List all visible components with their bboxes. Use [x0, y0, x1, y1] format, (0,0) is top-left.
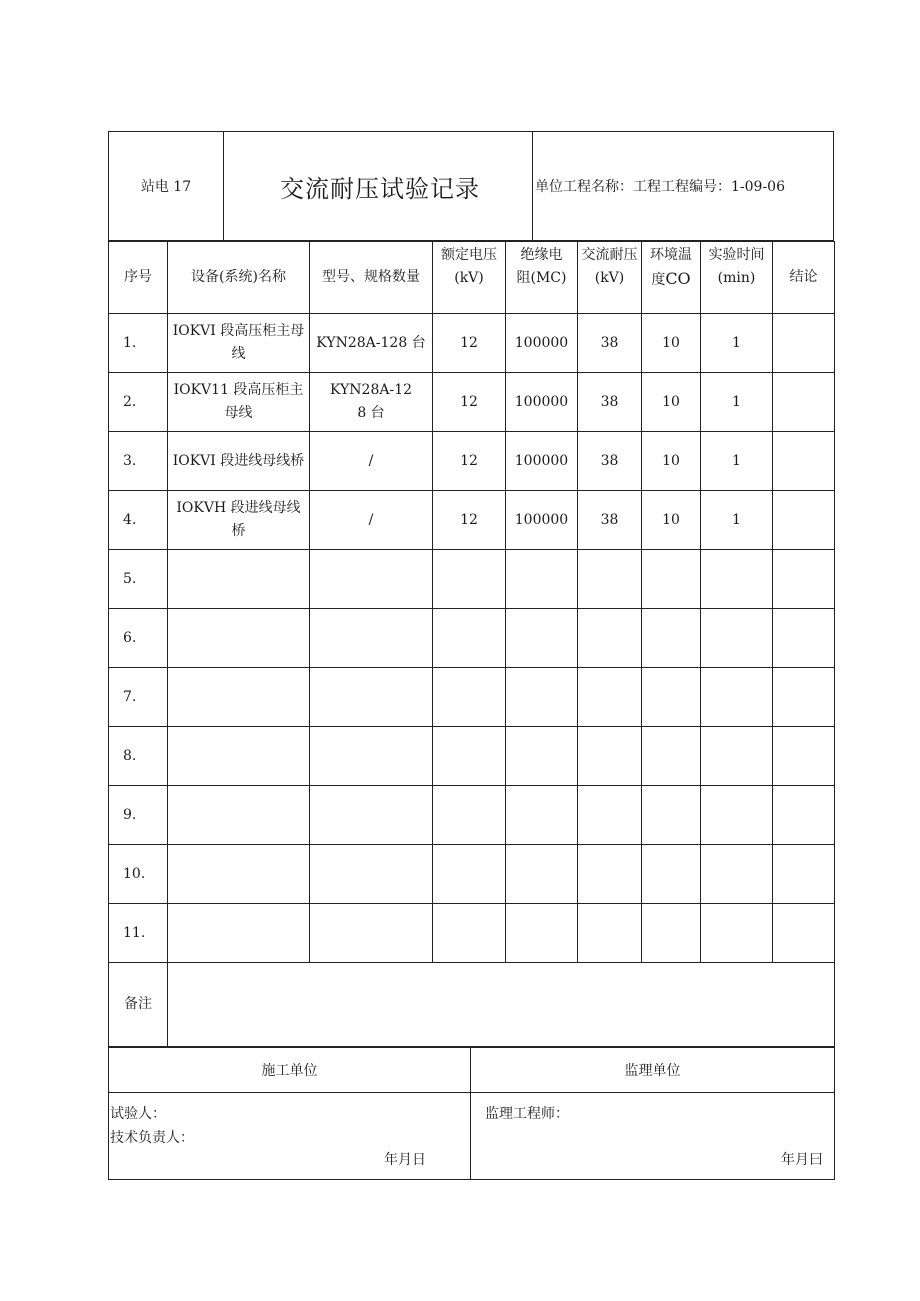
- withstand-cell[interactable]: [578, 609, 642, 668]
- conclusion-cell[interactable]: [773, 786, 835, 845]
- contractor-label: 施工单位: [109, 1048, 471, 1093]
- withstand-cell[interactable]: [578, 668, 642, 727]
- insulation-cell[interactable]: 100000: [506, 491, 578, 550]
- supervisor-date: 年月曰: [781, 1152, 823, 1168]
- supervisor-label: 监理单位: [471, 1048, 835, 1093]
- time-cell[interactable]: 1: [701, 373, 773, 432]
- row-number: 7.: [109, 668, 168, 727]
- rated-voltage-cell[interactable]: [433, 727, 506, 786]
- rated-voltage-cell[interactable]: [433, 609, 506, 668]
- model-spec-cell[interactable]: [310, 904, 433, 963]
- table-row: [109, 432, 835, 491]
- conclusion-cell[interactable]: [773, 314, 835, 373]
- conclusion-cell[interactable]: [773, 609, 835, 668]
- rated-voltage-cell[interactable]: 12: [433, 314, 506, 373]
- table-row: [109, 609, 835, 668]
- model-spec-cell[interactable]: /: [310, 432, 433, 491]
- row-number: 11.: [109, 904, 168, 963]
- temp-cell[interactable]: 10: [642, 432, 701, 491]
- table-row: [109, 373, 835, 432]
- device-name-cell[interactable]: IOKVI 段高压柜主母 线: [168, 314, 310, 373]
- withstand-cell[interactable]: 38: [578, 373, 642, 432]
- temp-cell[interactable]: [642, 904, 701, 963]
- device-name-cell[interactable]: [168, 845, 310, 904]
- conclusion-cell[interactable]: [773, 904, 835, 963]
- rated-voltage-cell[interactable]: 12: [433, 373, 506, 432]
- col-device: 设备(系统)名称: [168, 242, 310, 314]
- model-spec-cell[interactable]: /: [310, 491, 433, 550]
- table-row: [109, 668, 835, 727]
- insulation-cell[interactable]: 100000: [506, 432, 578, 491]
- row-number: 8.: [109, 727, 168, 786]
- model-spec-cell[interactable]: [310, 786, 433, 845]
- temp-cell[interactable]: [642, 845, 701, 904]
- table-row: [109, 904, 835, 963]
- model-spec-cell[interactable]: KYN28A-128 台: [310, 314, 433, 373]
- project-info: 单位工程名称：工程工程编号：1-09-06: [535, 179, 785, 195]
- col-no: 序号: [109, 242, 168, 314]
- time-cell[interactable]: [701, 668, 773, 727]
- notes-content[interactable]: [168, 963, 835, 1047]
- model-spec-cell[interactable]: [310, 845, 433, 904]
- conclusion-cell[interactable]: [773, 668, 835, 727]
- withstand-cell[interactable]: 38: [578, 491, 642, 550]
- insulation-cell[interactable]: [506, 727, 578, 786]
- withstand-cell[interactable]: [578, 727, 642, 786]
- device-name-cell[interactable]: [168, 786, 310, 845]
- record-table: [108, 241, 835, 1047]
- rated-voltage-cell[interactable]: [433, 786, 506, 845]
- time-cell[interactable]: [701, 786, 773, 845]
- col-conclusion: 结论: [773, 242, 835, 314]
- row-number: 10.: [109, 845, 168, 904]
- row-number: 4.: [109, 491, 168, 550]
- temp-cell[interactable]: [642, 786, 701, 845]
- engineer-label: 监理工程师：: [485, 1106, 569, 1122]
- device-name-cell[interactable]: [168, 609, 310, 668]
- row-number: 6.: [109, 609, 168, 668]
- device-name-cell[interactable]: [168, 727, 310, 786]
- temp-cell[interactable]: [642, 550, 701, 609]
- table-row: [109, 727, 835, 786]
- temp-cell[interactable]: 10: [642, 491, 701, 550]
- insulation-cell[interactable]: 100000: [506, 314, 578, 373]
- rated-voltage-cell[interactable]: [433, 845, 506, 904]
- table-row: [109, 845, 835, 904]
- table-row: [109, 491, 835, 550]
- rated-voltage-cell[interactable]: [433, 668, 506, 727]
- row-number: 5.: [109, 550, 168, 609]
- signature-block: [108, 1047, 835, 1180]
- col-model: 型号、规格数量: [310, 242, 433, 314]
- withstand-cell[interactable]: 38: [578, 314, 642, 373]
- table-row: [109, 786, 835, 845]
- withstand-cell[interactable]: [578, 904, 642, 963]
- insulation-cell[interactable]: 100000: [506, 373, 578, 432]
- notes-row: [109, 963, 835, 1047]
- time-cell[interactable]: [701, 727, 773, 786]
- temp-cell[interactable]: 10: [642, 373, 701, 432]
- insulation-cell[interactable]: [506, 668, 578, 727]
- rated-voltage-cell[interactable]: 12: [433, 432, 506, 491]
- col-ambient-temp: 环境温 度CO: [642, 242, 701, 314]
- withstand-cell[interactable]: [578, 786, 642, 845]
- test-record-sheet: [108, 131, 834, 1180]
- time-cell[interactable]: [701, 904, 773, 963]
- table-row: [109, 550, 835, 609]
- model-spec-cell[interactable]: [310, 727, 433, 786]
- model-spec-cell[interactable]: [310, 668, 433, 727]
- temp-cell[interactable]: [642, 668, 701, 727]
- col-ac-withstand: 交流耐压 (kV): [578, 242, 642, 314]
- col-insulation: 绝缘电 阻(MC): [506, 242, 578, 314]
- conclusion-cell[interactable]: [773, 550, 835, 609]
- device-name-cell[interactable]: IOKV11 段高压柜主 母线: [168, 373, 310, 432]
- withstand-cell[interactable]: 38: [578, 432, 642, 491]
- conclusion-cell[interactable]: [773, 727, 835, 786]
- time-cell[interactable]: [701, 845, 773, 904]
- conclusion-cell[interactable]: [773, 491, 835, 550]
- insulation-cell[interactable]: [506, 845, 578, 904]
- time-cell[interactable]: 1: [701, 491, 773, 550]
- rated-voltage-cell[interactable]: [433, 550, 506, 609]
- insulation-cell[interactable]: [506, 904, 578, 963]
- device-name-cell[interactable]: IOKVH 段进线母线 桥: [168, 491, 310, 550]
- page-title: 交流耐压试验记录: [224, 132, 533, 240]
- tester-label: 试验人：: [110, 1106, 166, 1122]
- header-block: [108, 131, 834, 241]
- time-cell[interactable]: [701, 550, 773, 609]
- rated-voltage-cell[interactable]: 12: [433, 491, 506, 550]
- table-row: [109, 314, 835, 373]
- rated-voltage-cell[interactable]: [433, 904, 506, 963]
- insulation-cell[interactable]: [506, 609, 578, 668]
- temp-cell[interactable]: [642, 609, 701, 668]
- device-name-cell[interactable]: IOKVI 段进线母线桥: [168, 432, 310, 491]
- model-spec-cell[interactable]: KYN28A-12 8 台: [310, 373, 433, 432]
- time-cell[interactable]: 1: [701, 314, 773, 373]
- model-spec-cell[interactable]: [310, 550, 433, 609]
- contractor-sign-area[interactable]: [109, 1093, 471, 1180]
- row-number: 2.: [109, 373, 168, 432]
- notes-label: 备注: [109, 963, 168, 1047]
- device-name-cell[interactable]: [168, 668, 310, 727]
- device-name-cell[interactable]: [168, 550, 310, 609]
- col-rated-voltage: 额定电压 (kV): [433, 242, 506, 314]
- row-number: 9.: [109, 786, 168, 845]
- col-duration: 实验时间 (min): [701, 242, 773, 314]
- row-number: 1.: [109, 314, 168, 373]
- tech-lead-label: 技术负责人：: [110, 1130, 194, 1146]
- insulation-cell[interactable]: [506, 786, 578, 845]
- conclusion-cell[interactable]: [773, 845, 835, 904]
- row-number: 3.: [109, 432, 168, 491]
- header-row: [109, 242, 835, 314]
- contractor-date: 年月日: [384, 1152, 426, 1168]
- insulation-cell[interactable]: [506, 550, 578, 609]
- conclusion-cell[interactable]: [773, 373, 835, 432]
- temp-cell[interactable]: 10: [642, 314, 701, 373]
- time-cell[interactable]: [701, 609, 773, 668]
- model-spec-cell[interactable]: [310, 609, 433, 668]
- device-name-cell[interactable]: [168, 904, 310, 963]
- temp-cell[interactable]: [642, 727, 701, 786]
- supervisor-sign-area[interactable]: [471, 1093, 835, 1180]
- time-cell[interactable]: 1: [701, 432, 773, 491]
- conclusion-cell[interactable]: [773, 432, 835, 491]
- withstand-cell[interactable]: [578, 845, 642, 904]
- station-code: 站电 17: [109, 132, 224, 240]
- withstand-cell[interactable]: [578, 550, 642, 609]
